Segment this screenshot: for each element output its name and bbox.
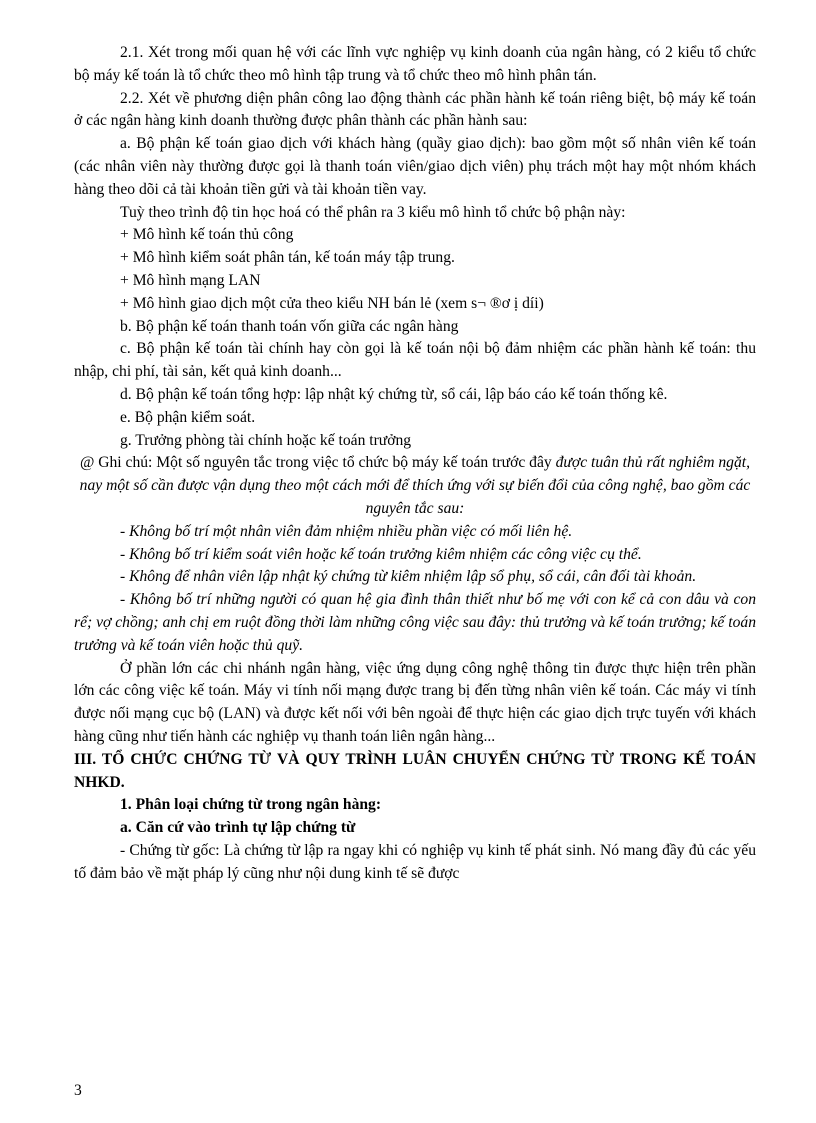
paragraph-d: d. Bộ phận kế toán tổng hợp: lập nhật ký chứng từ, sổ cái, lập báo cáo kế toán thống kê. bbox=[120, 385, 668, 403]
paragraph-a: a. Bộ phận kế toán giao dịch với khách hàng (quầy giao dịch): bao gồm một số nhân viên kế toán (các nhân viên này thường được gọi là thanh toán viên/giao dịch viên) phụ trách một hay một nhóm khách hàng theo dõi cả tài khoản tiền gửi và tài khoản tiền vay. bbox=[74, 135, 756, 198]
note-lead: @ Ghi chú: Một số nguyên tắc trong việc tổ chức bộ máy kế toán trước đây bbox=[79, 454, 556, 472]
paragraph-2-2: 2.2. Xét về phương diện phân công lao động thành các phần hành kế toán riêng biệt, bộ máy kế toán ở các ngân hàng kinh doanh thường được phân thành các phần hành sau: bbox=[74, 89, 756, 130]
section-heading: III. TỔ CHỨC CHỨNG TỪ VÀ QUY TRÌNH LUÂN CHUYỂN CHỨNG TỪ TRONG KẾ TOÁN NHKD. bbox=[74, 750, 756, 791]
note-paragraph bbox=[74, 452, 756, 520]
sub-heading-order: a. Căn cứ vào trình tự lập chứng từ bbox=[120, 819, 356, 837]
rule-1: - Không bố trí một nhân viên đảm nhiệm nhiều phần việc có mối liên hệ. bbox=[120, 522, 573, 540]
rule-4: - Không bố trí những người có quan hệ gia đình thân thiết như bố mẹ với con kể cả con dâu và con rể; vợ chồng; anh chị em ruột đồng thời làm những công việc sau đây: thủ trưởng và kế toán trưởng; kế toán trưởng và kế toán viên hoặc thủ quỹ. bbox=[74, 591, 756, 654]
note-italic: được tuân thủ rất nghiêm ngặt, nay một số cần được vận dụng theo một cách mới để thích ứng với sự biến đổi của công nghệ, bao gồm các nguyên tắc sau: bbox=[79, 454, 751, 517]
list-item-model-4: + Mô hình giao dịch một cửa theo kiểu NH bán lẻ (xem s¬ ®ơ ị díi) bbox=[120, 294, 544, 312]
paragraph-c: c. Bộ phận kế toán tài chính hay còn gọi là kế toán nội bộ đảm nhiệm các phần hành kế toán: thu nhập, chi phí, tài sản, kết quả kinh doanh... bbox=[74, 340, 756, 381]
document-page bbox=[74, 42, 756, 885]
page-number: 3 bbox=[74, 1082, 82, 1099]
it-application-paragraph: Ở phần lớn các chi nhánh ngân hàng, việc ứng dụng công nghệ thông tin được thực hiện trên phần lớn các công việc kế toán. Máy vi tính nối mạng được trang bị đến từng nhân viên kế toán. Các máy vi tính được nối mạng cục bộ (LAN) và được kết nối với bên ngoài để thực hiện các giao dịch trực tuyến với khách hàng cũng như tiến hành các nghiệp vụ thanh toán liên ngân hàng... bbox=[74, 659, 756, 745]
sub-heading-classification: 1. Phân loại chứng từ trong ngân hàng: bbox=[120, 796, 382, 814]
paragraph-models-intro: Tuỳ theo trình độ tin học hoá có thể phân ra 3 kiểu mô hình tổ chức bộ phận này: bbox=[120, 203, 626, 221]
rule-3: - Không để nhân viên lập nhật ký chứng từ kiêm nhiệm lập sổ phụ, sổ cái, cân đối tài khoản. bbox=[120, 568, 697, 586]
list-item-model-1: + Mô hình kế toán thủ công bbox=[120, 226, 294, 244]
paragraph-original-voucher: - Chứng từ gốc: Là chứng từ lập ra ngay khi có nghiệp vụ kinh tế phát sinh. Nó mang đầy đủ các yếu tố đảm bảo về mặt pháp lý cũng như nội dung kinh tế sẽ được bbox=[74, 841, 756, 882]
list-item-model-3: + Mô hình mạng LAN bbox=[120, 271, 261, 289]
paragraph-g: g. Trưởng phòng tài chính hoặc kế toán trưởng bbox=[120, 431, 412, 449]
paragraph-e: e. Bộ phận kiểm soát. bbox=[120, 408, 256, 426]
paragraph-b: b. Bộ phận kế toán thanh toán vốn giữa các ngân hàng bbox=[120, 317, 459, 335]
list-item-model-2: + Mô hình kiểm soát phân tán, kế toán máy tập trung. bbox=[120, 249, 455, 267]
rule-2: - Không bố trí kiểm soát viên hoặc kế toán trưởng kiêm nhiệm các công việc cụ thể. bbox=[120, 545, 642, 563]
paragraph-2-1: 2.1. Xét trong mối quan hệ với các lĩnh vực nghiệp vụ kinh doanh của ngân hàng, có 2 kiểu tổ chức bộ máy kế toán là tổ chức theo mô hình tập trung và tổ chức theo mô hình phân tán. bbox=[74, 44, 756, 84]
